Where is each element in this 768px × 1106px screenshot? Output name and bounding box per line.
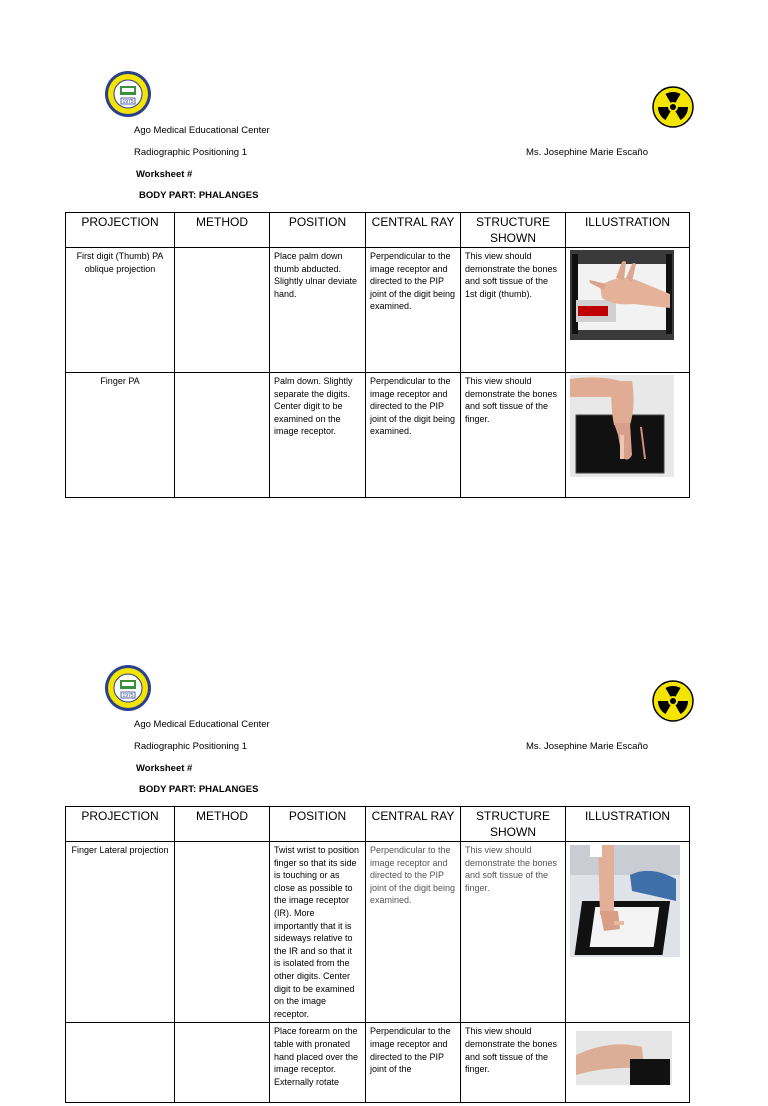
- body-part-label: BODY PART: PHALANGES: [139, 784, 259, 795]
- course-name: Radiographic Positioning 1: [134, 147, 248, 158]
- header-position: POSITION: [270, 213, 366, 248]
- worksheet-page-2: [0, 594, 768, 1106]
- header-projection: PROJECTION: [66, 807, 175, 842]
- finger-oblique-photo: [570, 1025, 674, 1085]
- finger-lateral-photo: [570, 845, 680, 957]
- header-method: METHOD: [175, 213, 270, 248]
- method-cell: [175, 373, 270, 498]
- radiation-hazard-icon: [652, 86, 694, 128]
- illustration-cell: [566, 248, 690, 373]
- instructor-name: Ms. Josephine Marie Escaño: [526, 147, 648, 158]
- illustration-cell: [566, 842, 690, 1023]
- school-logo-icon: [104, 664, 152, 712]
- body-part-label: BODY PART: PHALANGES: [139, 190, 259, 201]
- svg-text:1975: 1975: [122, 99, 134, 105]
- structure-cell: This view should demonstrate the bones and soft tissue of the finger.: [461, 1023, 566, 1103]
- method-cell: [175, 1023, 270, 1103]
- table-row: [66, 248, 690, 373]
- table-row: [66, 373, 690, 498]
- position-cell: Place palm down thumb abducted. Slightly ulnar deviate hand.: [270, 248, 366, 373]
- header-illustration: ILLUSTRATION: [566, 213, 690, 248]
- position-cell: Twist wrist to position finger so that its side is touching or as close as possible to the image receptor (IR). More importantly that it is sideways relative to the IR and so that it is isolated from the other digits. Center digit to be examined on the image receptor.: [270, 842, 366, 1023]
- header-central-ray: CENTRAL RAY: [366, 807, 461, 842]
- school-logo-icon: [104, 70, 152, 118]
- projection-cell: Finger Lateral projection: [66, 842, 175, 1023]
- radiation-hazard-icon: [652, 680, 694, 722]
- illustration-cell: [566, 373, 690, 498]
- projection-cell: First digit (Thumb) PA oblique projection: [66, 248, 175, 373]
- worksheet-label: Worksheet #: [136, 763, 193, 774]
- illustration-cell: [566, 1023, 690, 1103]
- position-cell: Palm down. Slightly separate the digits. Center digit to be examined on the image receptor.: [270, 373, 366, 498]
- header-method: METHOD: [175, 807, 270, 842]
- table-header-row: [66, 807, 690, 842]
- structure-cell: This view should demonstrate the bones and soft tissue of the 1st digit (thumb).: [461, 248, 566, 373]
- positioning-table: [65, 212, 690, 498]
- header-structure-shown: STRUCTURE SHOWN: [461, 213, 566, 248]
- central-ray-cell: Perpendicular to the image receptor and directed to the PIP joint of the: [366, 1023, 461, 1103]
- method-cell: [175, 842, 270, 1023]
- table-row: [66, 1023, 690, 1103]
- thumb-oblique-photo: [570, 250, 674, 340]
- central-ray-cell: Perpendicular to the image receptor and directed to the PIP joint of the digit being examined.: [366, 248, 461, 373]
- header-projection: PROJECTION: [66, 213, 175, 248]
- worksheet-page-1: [0, 0, 768, 512]
- structure-cell: This view should demonstrate the bones and soft tissue of the finger.: [461, 842, 566, 1023]
- header-structure-shown: STRUCTURE SHOWN: [461, 807, 566, 842]
- institution-name: Ago Medical Educational Center: [134, 719, 270, 730]
- method-cell: [175, 248, 270, 373]
- positioning-table: [65, 806, 690, 1103]
- projection-cell: [66, 1023, 175, 1103]
- projection-cell: Finger PA: [66, 373, 175, 498]
- central-ray-cell: Perpendicular to the image receptor and directed to the PIP joint of the digit being examined.: [366, 842, 461, 1023]
- institution-name: Ago Medical Educational Center: [134, 125, 270, 136]
- finger-pa-photo: [570, 375, 674, 477]
- svg-text:1975: 1975: [122, 693, 134, 699]
- worksheet-label: Worksheet #: [136, 169, 193, 180]
- table-header-row: [66, 213, 690, 248]
- header-illustration: ILLUSTRATION: [566, 807, 690, 842]
- structure-cell: This view should demonstrate the bones and soft tissue of the finger.: [461, 373, 566, 498]
- central-ray-cell: Perpendicular to the image receptor and directed to the PIP joint of the digit being examined.: [366, 373, 461, 498]
- table-row: [66, 842, 690, 1023]
- instructor-name: Ms. Josephine Marie Escaño: [526, 741, 648, 752]
- course-name: Radiographic Positioning 1: [134, 741, 248, 752]
- position-cell: Place forearm on the table with pronated hand placed over the image receptor. Externally rotate: [270, 1023, 366, 1103]
- header-position: POSITION: [270, 807, 366, 842]
- header-central-ray: CENTRAL RAY: [366, 213, 461, 248]
